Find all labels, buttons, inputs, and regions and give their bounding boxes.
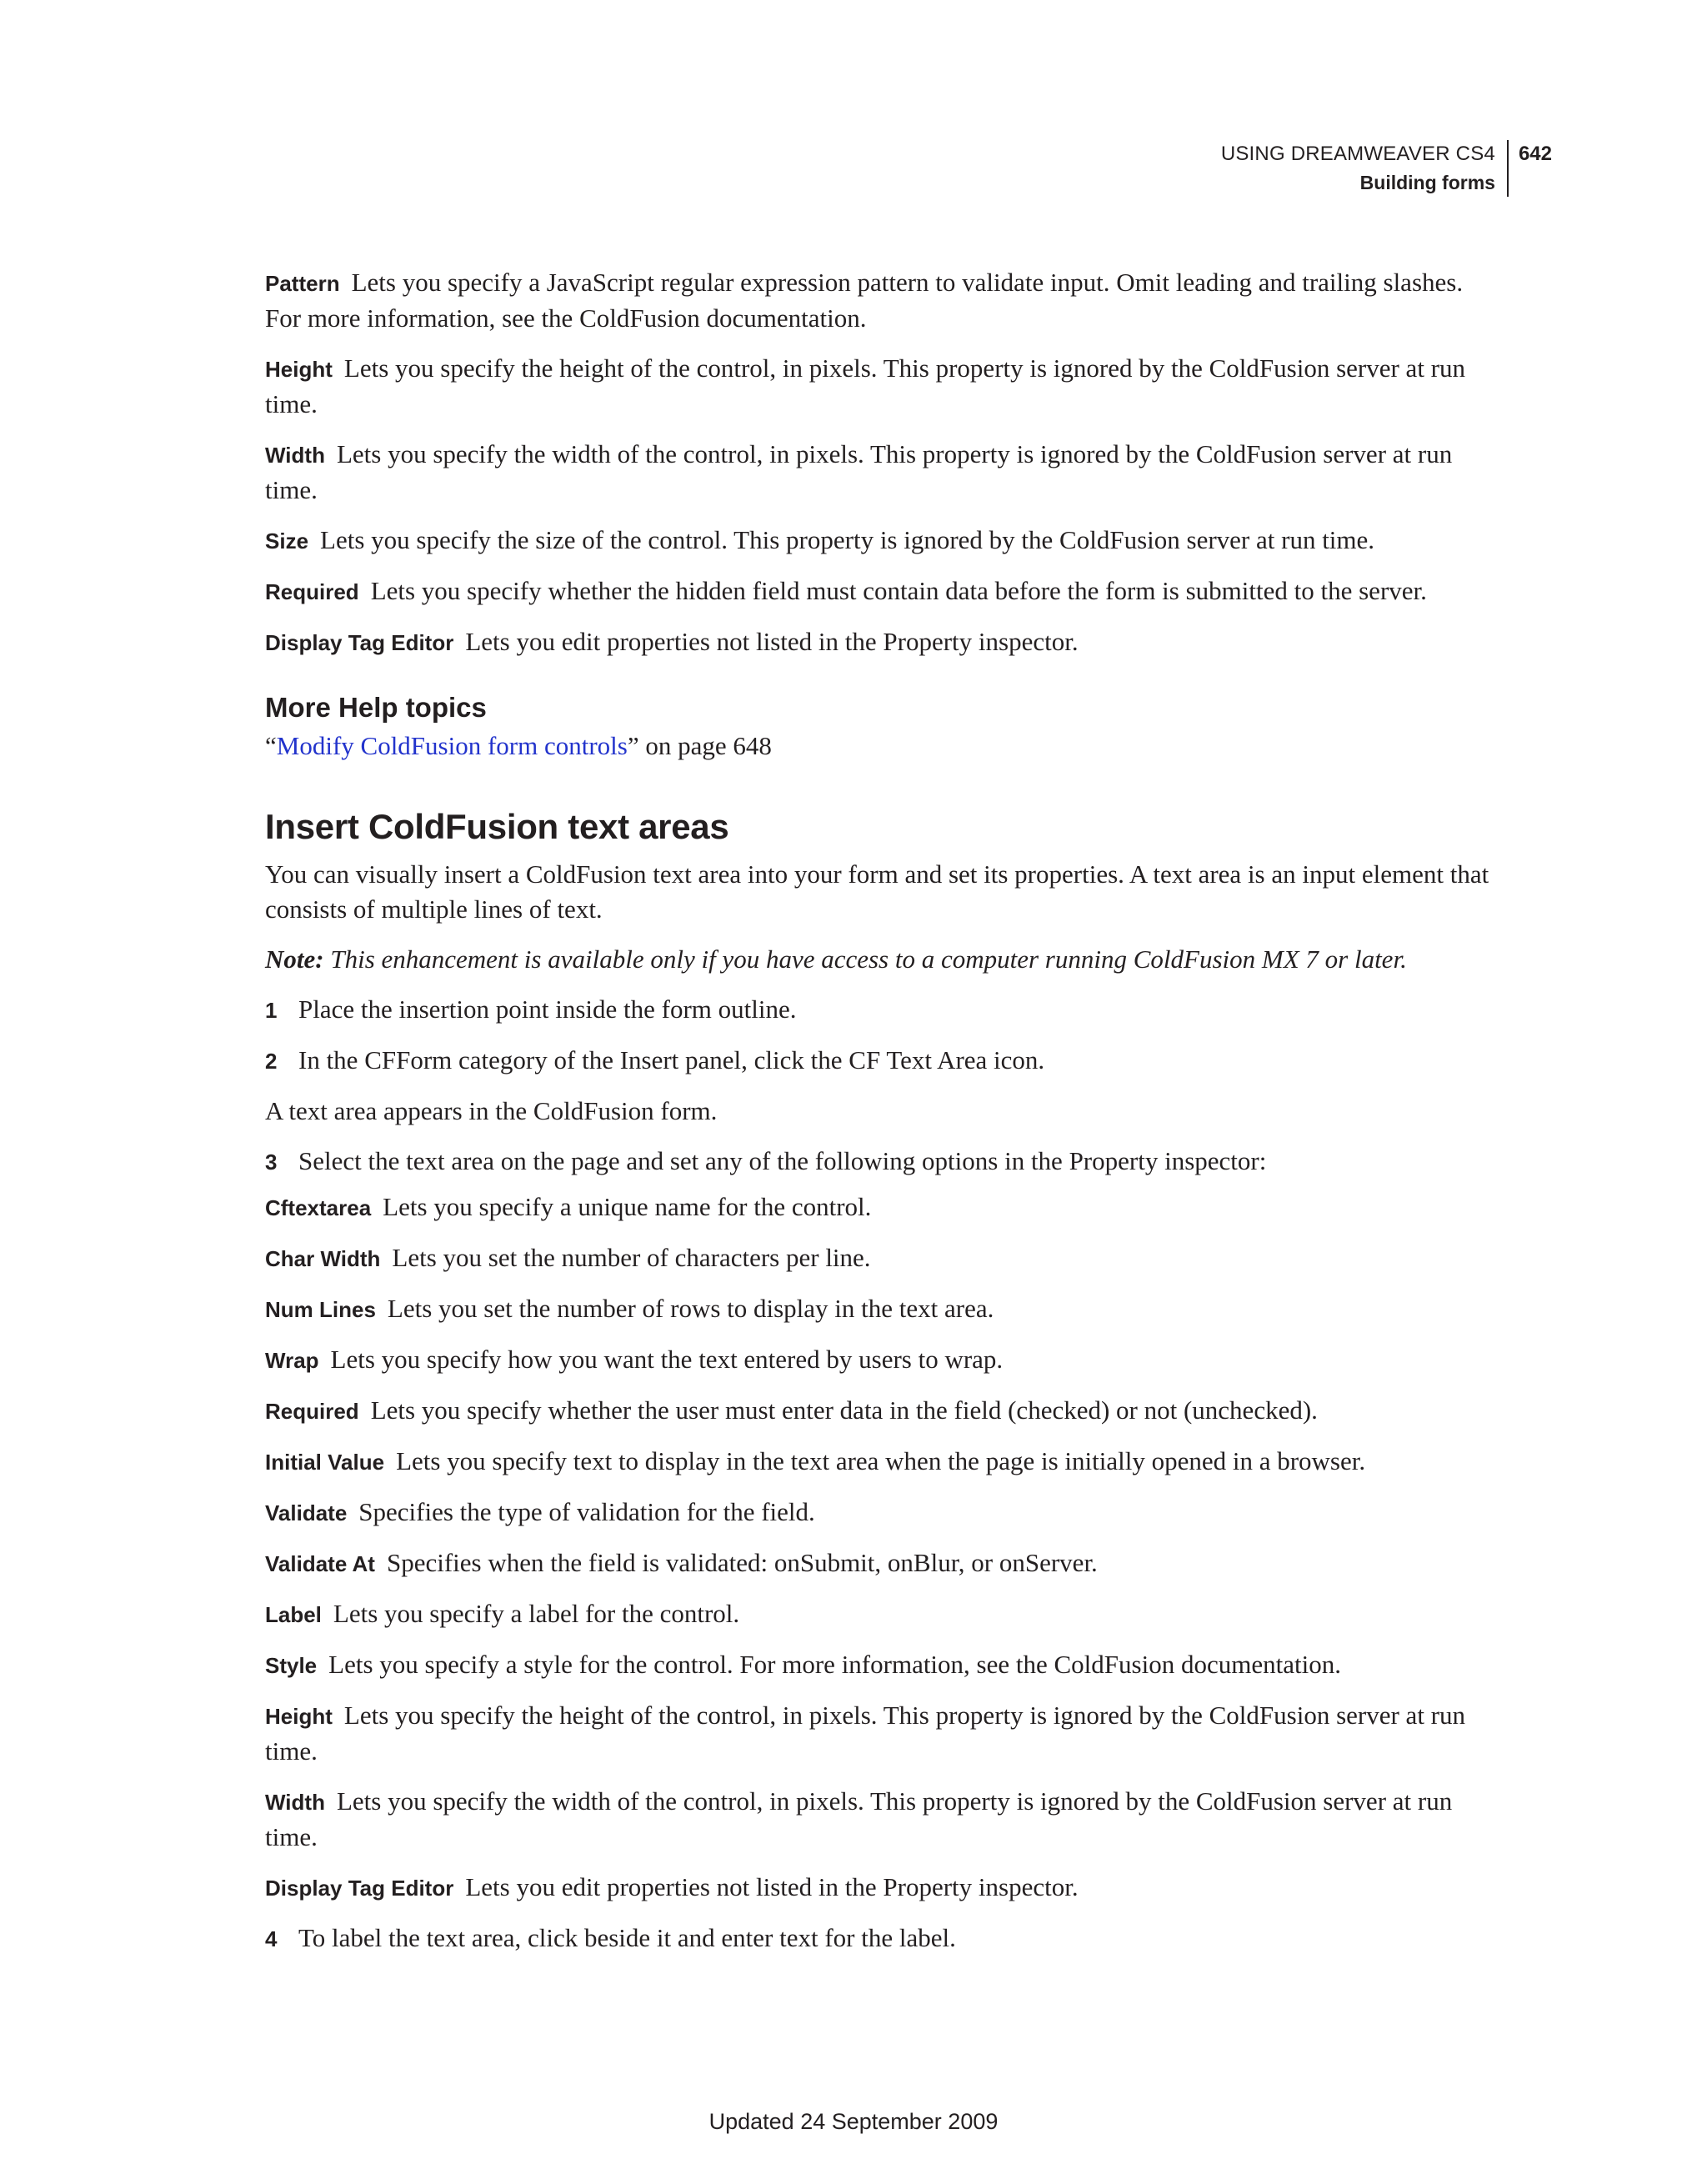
- property-entry-height: [265, 351, 1503, 422]
- option-term: Display Tag Editor: [265, 1876, 454, 1901]
- note: [265, 942, 1503, 977]
- option-term: Cftextarea: [265, 1195, 372, 1220]
- property-term: Pattern: [265, 271, 340, 296]
- page-reference: ” on page 648: [627, 731, 772, 760]
- help-topic-link[interactable]: Modify ColdFusion form controls: [276, 731, 628, 760]
- step-text: To label the text area, click beside it and enter text for the label.: [298, 1923, 956, 1952]
- option-entry-validate: [265, 1495, 1503, 1530]
- option-term: Width: [265, 1790, 325, 1815]
- property-desc: Lets you specify the height of the control, in pixels. This property is ignored by the ColdFusion server at run time.: [265, 353, 1465, 418]
- option-desc: Lets you specify a label for the control.: [333, 1599, 740, 1628]
- option-term: Wrap: [265, 1348, 319, 1373]
- option-term: Label: [265, 1602, 322, 1627]
- option-desc: Lets you specify whether the user must enter data in the field (checked) or not (unchecked).: [370, 1395, 1318, 1425]
- step-text: Place the insertion point inside the form outline.: [298, 994, 797, 1024]
- note-label: Note:: [265, 944, 324, 974]
- help-topic-reference: [265, 729, 1503, 764]
- option-desc: Lets you set the number of rows to display in the text area.: [387, 1294, 994, 1323]
- option-desc: Lets you specify text to display in the text area when the page is initially opened in a browser.: [396, 1446, 1366, 1475]
- property-entry-pattern: [265, 265, 1503, 336]
- property-desc: Lets you specify a JavaScript regular expression pattern to validate input. Omit leading and trailing slashes. For more information, see the ColdFusion documentation.: [265, 268, 1464, 333]
- header-chapter-title: Building forms: [1359, 172, 1495, 193]
- option-entry-initial-value: [265, 1444, 1503, 1480]
- property-term: Width: [265, 443, 325, 468]
- option-entry-validate-at: [265, 1545, 1503, 1581]
- running-header: [1221, 140, 1552, 197]
- property-entry-display-tag-editor: [265, 624, 1503, 660]
- more-help-heading: More Help topics: [265, 692, 487, 723]
- option-entry-cftextarea: [265, 1190, 1503, 1225]
- option-term: Char Width: [265, 1246, 381, 1271]
- section-title: Insert ColdFusion text areas: [265, 807, 729, 846]
- step-4: [265, 1921, 1503, 1956]
- header-text-block: [1221, 140, 1509, 197]
- step-text: In the CFForm category of the Insert panel, click the CF Text Area icon.: [298, 1045, 1045, 1074]
- section-intro: You can visually insert a ColdFusion text area into your form and set its properties. A text area is an input element that consists of multiple lines of text.: [265, 859, 1489, 924]
- step-1: [265, 992, 1503, 1028]
- option-entry-wrap: [265, 1342, 1503, 1378]
- property-desc: Lets you specify the width of the control, in pixels. This property is ignored by the ColdFusion server at run time.: [265, 439, 1453, 504]
- step-2: [265, 1043, 1503, 1079]
- property-term: Size: [265, 528, 309, 554]
- option-term: Validate At: [265, 1551, 375, 1576]
- open-quote: “: [265, 731, 277, 760]
- property-term: Required: [265, 579, 359, 604]
- option-term: Style: [265, 1653, 318, 1678]
- step-number: 3: [265, 1150, 278, 1175]
- note-text: This enhancement is available only if you have access to a computer running ColdFusion MX 7 or later.: [330, 944, 1407, 974]
- property-entry-size: [265, 523, 1503, 559]
- property-term: Display Tag Editor: [265, 630, 454, 655]
- option-entry-style: [265, 1647, 1503, 1683]
- page-number: 642: [1518, 143, 1552, 165]
- step-number: 2: [265, 1049, 278, 1074]
- option-desc: Specifies when the field is validated: onSubmit, onBlur, or onServer.: [386, 1548, 1098, 1577]
- option-entry-width: [265, 1784, 1503, 1855]
- option-term: Height: [265, 1704, 333, 1729]
- option-entry-height: [265, 1698, 1503, 1769]
- page-footer: Updated 24 September 2009: [708, 2109, 999, 2134]
- option-term: Validate: [265, 1500, 348, 1525]
- option-term: Initial Value: [265, 1450, 385, 1475]
- step-text: Select the text area on the page and set any of the following options in the Property inspector:: [298, 1146, 1267, 1175]
- step-2-result: A text area appears in the ColdFusion form.: [265, 1096, 718, 1125]
- step-3: [265, 1144, 1503, 1180]
- property-desc: Lets you edit properties not listed in the Property inspector.: [465, 627, 1079, 656]
- step-number: 1: [265, 998, 278, 1023]
- option-desc: Specifies the type of validation for the field.: [358, 1497, 815, 1526]
- option-desc: Lets you specify a unique name for the control.: [383, 1192, 872, 1221]
- option-entry-display-tag-editor: [265, 1870, 1503, 1906]
- property-entry-required: [265, 574, 1503, 609]
- option-entry-label: [265, 1596, 1503, 1632]
- option-desc: Lets you specify the width of the control, in pixels. This property is ignored by the ColdFusion server at run time.: [265, 1786, 1453, 1851]
- option-term: Required: [265, 1399, 359, 1424]
- option-desc: Lets you specify a style for the control. For more information, see the ColdFusion documentation.: [328, 1650, 1341, 1679]
- page-body: [265, 265, 1503, 1956]
- option-desc: Lets you edit properties not listed in the Property inspector.: [465, 1872, 1079, 1901]
- property-term: Height: [265, 357, 333, 382]
- option-desc: Lets you set the number of characters per line.: [392, 1243, 871, 1272]
- option-entry-num-lines: [265, 1291, 1503, 1327]
- header-book-title: USING DREAMWEAVER CS4: [1220, 143, 1495, 165]
- option-entry-char-width: [265, 1240, 1503, 1276]
- property-desc: Lets you specify whether the hidden field must contain data before the form is submitted to the server.: [370, 576, 1427, 605]
- property-entry-width: [265, 437, 1503, 508]
- step-number: 4: [265, 1926, 278, 1951]
- option-desc: Lets you specify how you want the text entered by users to wrap.: [330, 1345, 1004, 1374]
- option-entry-required: [265, 1393, 1503, 1429]
- property-desc: Lets you specify the size of the control. This property is ignored by the ColdFusion server at run time.: [320, 525, 1375, 554]
- option-desc: Lets you specify the height of the control, in pixels. This property is ignored by the ColdFusion server at run time.: [265, 1701, 1465, 1766]
- option-term: Num Lines: [265, 1297, 376, 1322]
